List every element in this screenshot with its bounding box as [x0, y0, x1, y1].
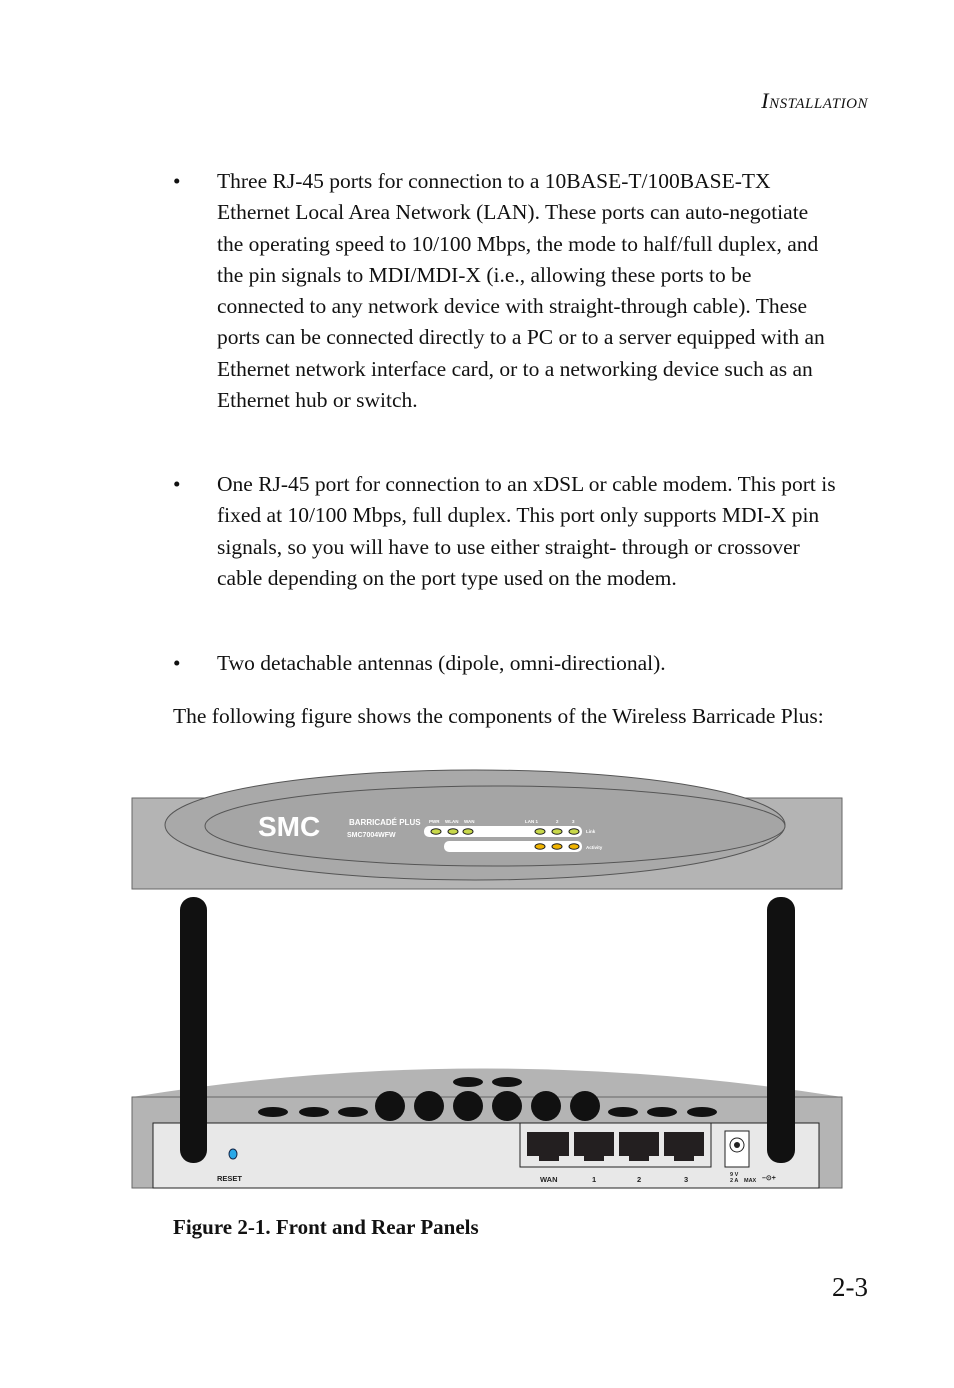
port-label: 1: [592, 1175, 597, 1184]
port-label: 2: [637, 1175, 642, 1184]
page-number: 2-3: [832, 1272, 868, 1302]
led-label: 3: [572, 819, 575, 824]
led-label: WLAN: [445, 819, 459, 824]
bullet-text: One RJ-45 port for connection to an xDSL or cable modem. This port is fixed at 10/100 Mbps, full duplex. This port only supports MDI-X pin signals, so you will have to use either straight- through or crossover cable depending on the port type used on the modem.: [217, 472, 836, 590]
led-label: 2: [556, 819, 559, 824]
bullet-text: Two detachable antennas (dipole, omni-directional).: [217, 651, 666, 675]
figure-caption: Figure 2-1. Front and Rear Panels: [173, 1215, 479, 1239]
intro-paragraph: The following figure shows the components of the Wireless Barricade Plus:: [173, 704, 824, 728]
reset-button: [229, 1149, 237, 1159]
power-label: MAX: [744, 1178, 757, 1184]
port-label: 3: [684, 1175, 689, 1184]
bullet-symbol: •: [173, 651, 181, 675]
led-label: PWR: [429, 819, 440, 824]
led-label: LAN 1: [525, 819, 539, 824]
bullet-symbol: •: [173, 472, 181, 496]
model-number: SMC7004WFW: [347, 832, 396, 839]
brand-logo: SMC: [258, 811, 321, 842]
power-label: 2 A: [730, 1178, 739, 1184]
link-label: Link: [586, 829, 596, 834]
running-header: Installation: [761, 88, 868, 113]
power-label: 9 V: [730, 1172, 739, 1178]
product-name: BARRICADÉ PLUS: [349, 818, 421, 827]
power-jack: [725, 1131, 749, 1167]
right-antenna: [767, 897, 795, 1163]
bullet-text: Three RJ-45 ports for connection to a 10BASE-T/100BASE-TX Ethernet Local Area Network (LAN). These ports can auto-negotiate the operating speed to 10/100 Mbps, the mode to half/full duplex, and the pin signals to MDI/MDI-X (i.e., allowing these ports to be connected to any network device with straight-through cable). These ports can be connected directly to a PC or to a server equipped with an Ethernet network interface card, or to a networking device such as an Ethernet hub or switch.: [217, 169, 825, 413]
rear-panel: [132, 897, 842, 1188]
bullet-symbol: •: [173, 169, 181, 193]
led-label: WAN: [464, 819, 475, 824]
activity-label: Activity: [586, 845, 603, 850]
reset-label: RESET: [217, 1174, 243, 1183]
left-antenna: [180, 897, 207, 1163]
port-label: WAN: [540, 1175, 558, 1184]
polarity-icon: –⊙+: [762, 1175, 776, 1182]
front-panel: [132, 770, 842, 889]
activity-leds: [535, 844, 579, 850]
